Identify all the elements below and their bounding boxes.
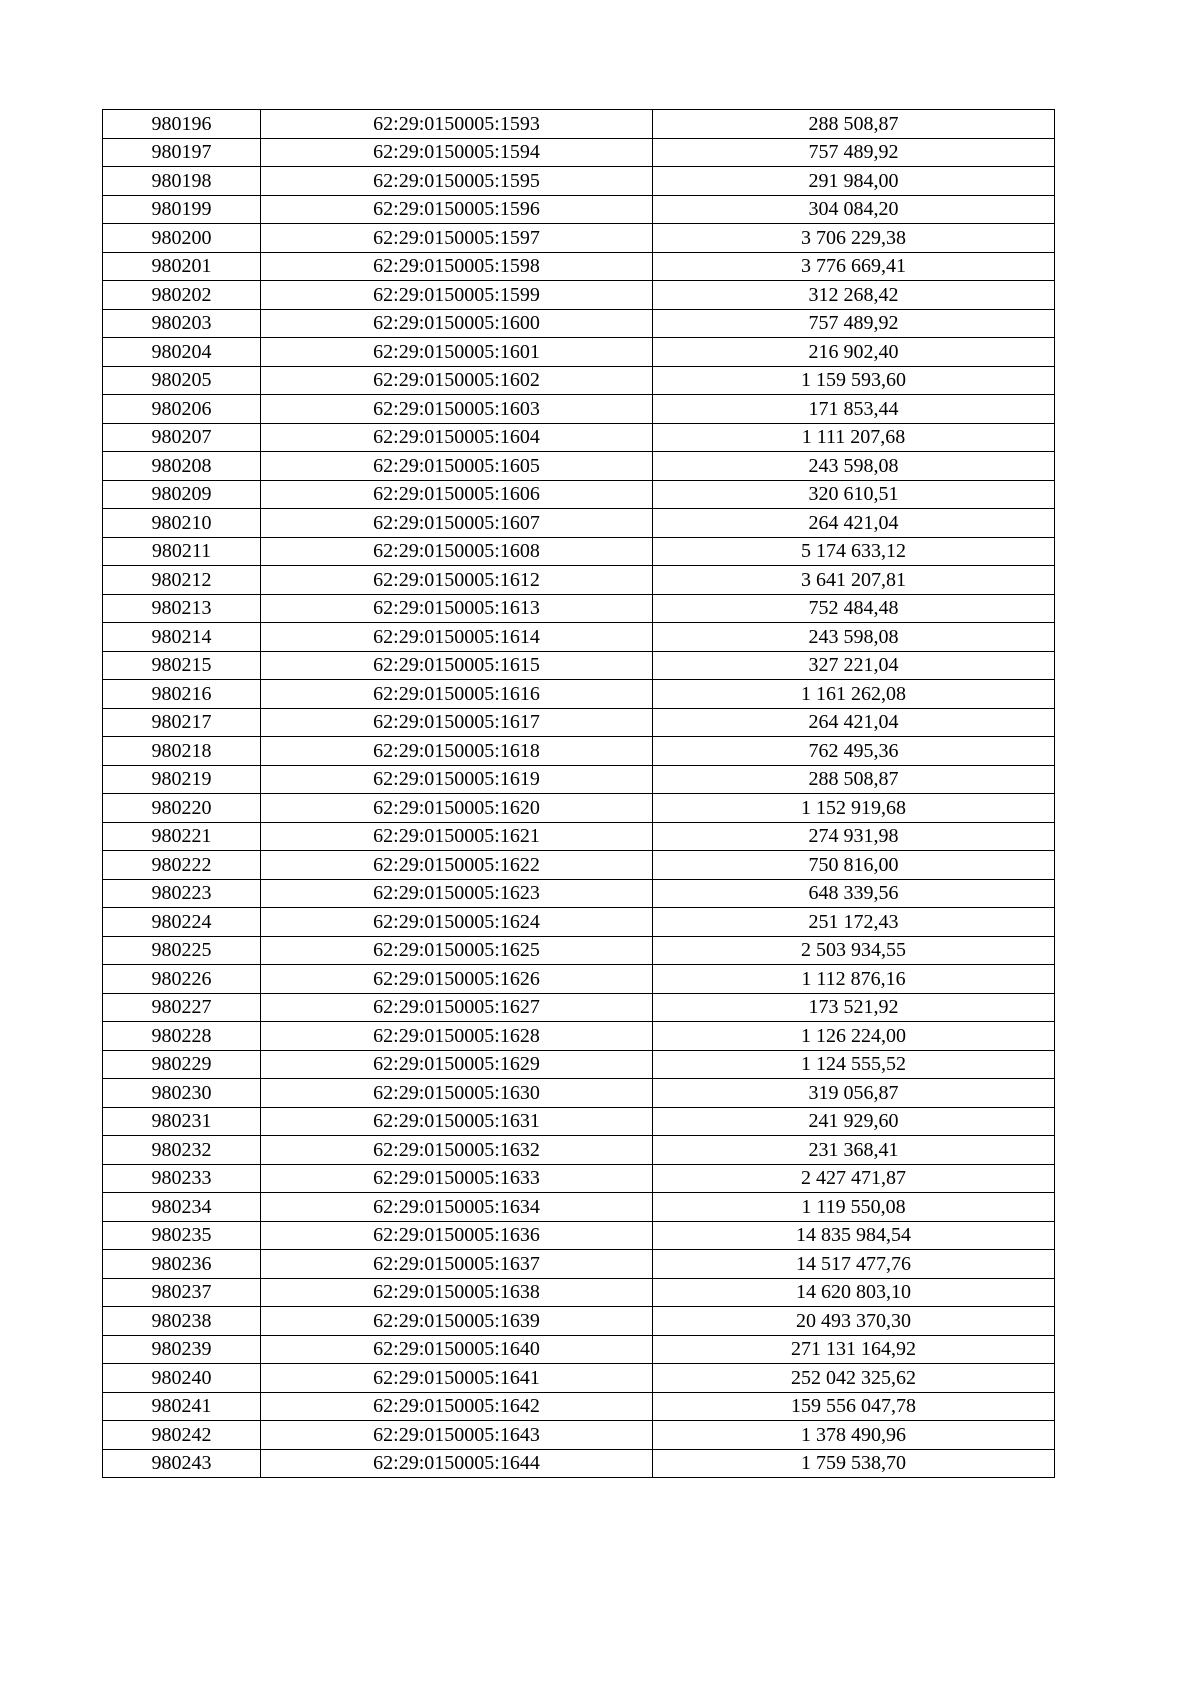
cadastral-number-cell: 62:29:0150005:1612 (261, 566, 653, 595)
cadastral-number-cell: 62:29:0150005:1604 (261, 423, 653, 452)
table-row (103, 509, 1055, 538)
value-cell: 757 489,92 (653, 309, 1055, 338)
row-number-cell: 980202 (103, 281, 261, 310)
value-cell: 241 929,60 (653, 1107, 1055, 1136)
row-number-cell: 980207 (103, 423, 261, 452)
value-cell: 1 124 555,52 (653, 1050, 1055, 1079)
row-number-cell: 980242 (103, 1421, 261, 1450)
row-number-cell: 980236 (103, 1250, 261, 1279)
table-row (103, 366, 1055, 395)
row-number-cell: 980239 (103, 1335, 261, 1364)
value-cell: 171 853,44 (653, 395, 1055, 424)
value-cell: 648 339,56 (653, 879, 1055, 908)
row-number-cell: 980216 (103, 680, 261, 709)
cadastral-number-cell: 62:29:0150005:1637 (261, 1250, 653, 1279)
row-number-cell: 980214 (103, 623, 261, 652)
value-cell: 173 521,92 (653, 993, 1055, 1022)
table-row (103, 1364, 1055, 1393)
cadastral-number-cell: 62:29:0150005:1625 (261, 936, 653, 965)
table-row (103, 1136, 1055, 1165)
cadastral-number-cell: 62:29:0150005:1630 (261, 1079, 653, 1108)
cadastral-number-cell: 62:29:0150005:1596 (261, 195, 653, 224)
table-row (103, 1221, 1055, 1250)
cadastral-number-cell: 62:29:0150005:1622 (261, 851, 653, 880)
cadastral-number-cell: 62:29:0150005:1605 (261, 452, 653, 481)
row-number-cell: 980204 (103, 338, 261, 367)
table-row (103, 1107, 1055, 1136)
row-number-cell: 980213 (103, 594, 261, 623)
cadastral-number-cell: 62:29:0150005:1621 (261, 822, 653, 851)
cadastral-number-cell: 62:29:0150005:1624 (261, 908, 653, 937)
value-cell: 757 489,92 (653, 138, 1055, 167)
cadastral-number-cell: 62:29:0150005:1627 (261, 993, 653, 1022)
value-cell: 1 378 490,96 (653, 1421, 1055, 1450)
row-number-cell: 980227 (103, 993, 261, 1022)
value-cell: 327 221,04 (653, 651, 1055, 680)
cadastral-number-cell: 62:29:0150005:1613 (261, 594, 653, 623)
cadastral-number-cell: 62:29:0150005:1614 (261, 623, 653, 652)
row-number-cell: 980233 (103, 1164, 261, 1193)
table-row (103, 1250, 1055, 1279)
cadastral-number-cell: 62:29:0150005:1628 (261, 1022, 653, 1051)
value-cell: 252 042 325,62 (653, 1364, 1055, 1393)
value-cell: 312 268,42 (653, 281, 1055, 310)
table-row (103, 737, 1055, 766)
value-cell: 1 111 207,68 (653, 423, 1055, 452)
cadastral-number-cell: 62:29:0150005:1623 (261, 879, 653, 908)
row-number-cell: 980241 (103, 1392, 261, 1421)
value-cell: 3 776 669,41 (653, 252, 1055, 281)
row-number-cell: 980226 (103, 965, 261, 994)
cadastral-number-cell: 62:29:0150005:1601 (261, 338, 653, 367)
row-number-cell: 980199 (103, 195, 261, 224)
cadastral-number-cell: 62:29:0150005:1644 (261, 1449, 653, 1478)
table-row (103, 1050, 1055, 1079)
row-number-cell: 980218 (103, 737, 261, 766)
row-number-cell: 980203 (103, 309, 261, 338)
cadastral-number-cell: 62:29:0150005:1636 (261, 1221, 653, 1250)
table-row (103, 1278, 1055, 1307)
value-cell: 216 902,40 (653, 338, 1055, 367)
value-cell: 14 835 984,54 (653, 1221, 1055, 1250)
table-row (103, 281, 1055, 310)
value-cell: 5 174 633,12 (653, 537, 1055, 566)
table-row (103, 594, 1055, 623)
table-row (103, 765, 1055, 794)
row-number-cell: 980237 (103, 1278, 261, 1307)
table-row (103, 138, 1055, 167)
row-number-cell: 980210 (103, 509, 261, 538)
cadastral-number-cell: 62:29:0150005:1619 (261, 765, 653, 794)
value-cell: 288 508,87 (653, 765, 1055, 794)
value-cell: 1 152 919,68 (653, 794, 1055, 823)
cadastral-number-cell: 62:29:0150005:1607 (261, 509, 653, 538)
row-number-cell: 980201 (103, 252, 261, 281)
cadastral-number-cell: 62:29:0150005:1615 (261, 651, 653, 680)
table-row (103, 224, 1055, 253)
table-row (103, 167, 1055, 196)
table-row (103, 1164, 1055, 1193)
value-cell: 264 421,04 (653, 509, 1055, 538)
cadastral-number-cell: 62:29:0150005:1626 (261, 965, 653, 994)
row-number-cell: 980206 (103, 395, 261, 424)
row-number-cell: 980243 (103, 1449, 261, 1478)
cadastral-number-cell: 62:29:0150005:1593 (261, 110, 653, 139)
cadastral-number-cell: 62:29:0150005:1641 (261, 1364, 653, 1393)
table-row (103, 1335, 1055, 1364)
value-cell: 1 112 876,16 (653, 965, 1055, 994)
table-row (103, 537, 1055, 566)
value-cell: 3 641 207,81 (653, 566, 1055, 595)
value-cell: 20 493 370,30 (653, 1307, 1055, 1336)
cadastral-number-cell: 62:29:0150005:1599 (261, 281, 653, 310)
value-cell: 752 484,48 (653, 594, 1055, 623)
value-cell: 1 119 550,08 (653, 1193, 1055, 1222)
value-cell: 288 508,87 (653, 110, 1055, 139)
value-cell: 750 816,00 (653, 851, 1055, 880)
table-row (103, 879, 1055, 908)
table-row (103, 794, 1055, 823)
value-cell: 251 172,43 (653, 908, 1055, 937)
cadastral-number-cell: 62:29:0150005:1629 (261, 1050, 653, 1079)
cadastral-number-cell: 62:29:0150005:1602 (261, 366, 653, 395)
value-cell: 319 056,87 (653, 1079, 1055, 1108)
value-cell: 320 610,51 (653, 480, 1055, 509)
row-number-cell: 980208 (103, 452, 261, 481)
row-number-cell: 980224 (103, 908, 261, 937)
cadastral-number-cell: 62:29:0150005:1618 (261, 737, 653, 766)
table-row (103, 252, 1055, 281)
row-number-cell: 980230 (103, 1079, 261, 1108)
value-cell: 291 984,00 (653, 167, 1055, 196)
value-cell: 1 126 224,00 (653, 1022, 1055, 1051)
cadastral-number-cell: 62:29:0150005:1643 (261, 1421, 653, 1450)
cadastral-number-cell: 62:29:0150005:1606 (261, 480, 653, 509)
row-number-cell: 980240 (103, 1364, 261, 1393)
table-row (103, 680, 1055, 709)
cadastral-number-cell: 62:29:0150005:1598 (261, 252, 653, 281)
cadastral-number-cell: 62:29:0150005:1633 (261, 1164, 653, 1193)
cadastral-number-cell: 62:29:0150005:1639 (261, 1307, 653, 1336)
table-row (103, 708, 1055, 737)
row-number-cell: 980238 (103, 1307, 261, 1336)
table-row (103, 1079, 1055, 1108)
cadastral-number-cell: 62:29:0150005:1642 (261, 1392, 653, 1421)
value-cell: 3 706 229,38 (653, 224, 1055, 253)
row-number-cell: 980197 (103, 138, 261, 167)
value-cell: 243 598,08 (653, 452, 1055, 481)
value-cell: 274 931,98 (653, 822, 1055, 851)
value-cell: 304 084,20 (653, 195, 1055, 224)
table-row (103, 338, 1055, 367)
value-cell: 243 598,08 (653, 623, 1055, 652)
table-row (103, 993, 1055, 1022)
table-row (103, 623, 1055, 652)
table-row (103, 480, 1055, 509)
row-number-cell: 980209 (103, 480, 261, 509)
row-number-cell: 980235 (103, 1221, 261, 1250)
table-row (103, 1307, 1055, 1336)
row-number-cell: 980228 (103, 1022, 261, 1051)
cadastral-number-cell: 62:29:0150005:1616 (261, 680, 653, 709)
row-number-cell: 980219 (103, 765, 261, 794)
cadastral-number-cell: 62:29:0150005:1640 (261, 1335, 653, 1364)
row-number-cell: 980212 (103, 566, 261, 595)
cadastral-number-cell: 62:29:0150005:1617 (261, 708, 653, 737)
value-cell: 2 503 934,55 (653, 936, 1055, 965)
cadastral-number-cell: 62:29:0150005:1608 (261, 537, 653, 566)
cadastral-number-cell: 62:29:0150005:1632 (261, 1136, 653, 1165)
table-row (103, 423, 1055, 452)
value-cell: 1 161 262,08 (653, 680, 1055, 709)
row-number-cell: 980221 (103, 822, 261, 851)
row-number-cell: 980217 (103, 708, 261, 737)
row-number-cell: 980200 (103, 224, 261, 253)
cadastral-number-cell: 62:29:0150005:1595 (261, 167, 653, 196)
table-row (103, 1193, 1055, 1222)
table-row (103, 452, 1055, 481)
table-row (103, 965, 1055, 994)
row-number-cell: 980229 (103, 1050, 261, 1079)
table-row (103, 110, 1055, 139)
value-cell: 2 427 471,87 (653, 1164, 1055, 1193)
row-number-cell: 980232 (103, 1136, 261, 1165)
value-cell: 159 556 047,78 (653, 1392, 1055, 1421)
value-cell: 1 159 593,60 (653, 366, 1055, 395)
row-number-cell: 980234 (103, 1193, 261, 1222)
table-row (103, 1421, 1055, 1450)
row-number-cell: 980220 (103, 794, 261, 823)
table-row (103, 908, 1055, 937)
row-number-cell: 980198 (103, 167, 261, 196)
table-body (103, 110, 1055, 1478)
value-cell: 1 759 538,70 (653, 1449, 1055, 1478)
value-cell: 271 131 164,92 (653, 1335, 1055, 1364)
row-number-cell: 980196 (103, 110, 261, 139)
table-row (103, 851, 1055, 880)
cadastral-number-cell: 62:29:0150005:1600 (261, 309, 653, 338)
cadastral-number-cell: 62:29:0150005:1638 (261, 1278, 653, 1307)
data-table (102, 109, 1055, 1478)
cadastral-number-cell: 62:29:0150005:1631 (261, 1107, 653, 1136)
value-cell: 14 620 803,10 (653, 1278, 1055, 1307)
value-cell: 14 517 477,76 (653, 1250, 1055, 1279)
row-number-cell: 980215 (103, 651, 261, 680)
cadastral-number-cell: 62:29:0150005:1634 (261, 1193, 653, 1222)
table-row (103, 1449, 1055, 1478)
row-number-cell: 980225 (103, 936, 261, 965)
table-row (103, 1022, 1055, 1051)
row-number-cell: 980205 (103, 366, 261, 395)
cadastral-number-cell: 62:29:0150005:1594 (261, 138, 653, 167)
table-row (103, 822, 1055, 851)
table-row (103, 309, 1055, 338)
row-number-cell: 980231 (103, 1107, 261, 1136)
cadastral-number-cell: 62:29:0150005:1597 (261, 224, 653, 253)
table-row (103, 1392, 1055, 1421)
value-cell: 264 421,04 (653, 708, 1055, 737)
table-row (103, 395, 1055, 424)
table-row (103, 195, 1055, 224)
table-row (103, 936, 1055, 965)
row-number-cell: 980223 (103, 879, 261, 908)
row-number-cell: 980211 (103, 537, 261, 566)
row-number-cell: 980222 (103, 851, 261, 880)
value-cell: 231 368,41 (653, 1136, 1055, 1165)
cadastral-number-cell: 62:29:0150005:1603 (261, 395, 653, 424)
table-row (103, 651, 1055, 680)
cadastral-number-cell: 62:29:0150005:1620 (261, 794, 653, 823)
table-row (103, 566, 1055, 595)
value-cell: 762 495,36 (653, 737, 1055, 766)
